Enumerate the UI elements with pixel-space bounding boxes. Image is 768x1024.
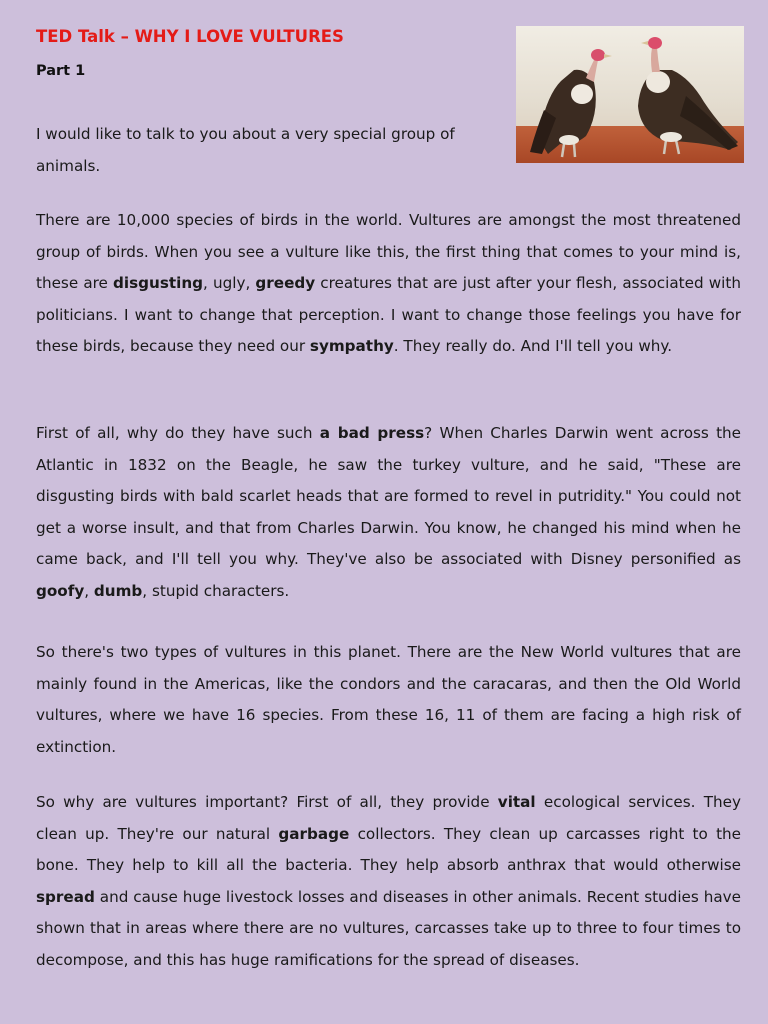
keyword-sympathy: sympathy bbox=[309, 337, 394, 355]
paragraph-4: So there's two types of vultures in this planet. There are the New World vultures that are mainly found in the Americas, like the condors and the caracaras, and then the Old World vultures, where we have 16 species. From these 16, 11 of them are facing a high risk of extinction. bbox=[36, 643, 741, 756]
document-title: TED Talk – WHY I LOVE VULTURES bbox=[36, 27, 344, 46]
keyword-bad-press: a bad press bbox=[319, 424, 425, 442]
vultures-photo bbox=[516, 26, 744, 163]
paragraph-2: There are 10,000 species of birds in the world. Vultures are amongst the most threatened group of birds. When you see a vulture like this, the first thing that comes to your mind is, these are disgusting, ugly, greedy creatures that are just after your flesh, associated with politicians. I want to change that perception. I want to change those feelings you have for these birds, because they need our sympathy. They really do. And I'll tell you why. bbox=[36, 211, 741, 355]
keyword-disgusting: disgusting bbox=[113, 274, 204, 292]
part-heading: Part 1 bbox=[36, 63, 86, 79]
keyword-garbage: garbage bbox=[278, 824, 350, 843]
keyword-spread: spread bbox=[36, 887, 95, 906]
keyword-dumb: dumb bbox=[93, 581, 143, 600]
keyword-goofy: goofy bbox=[36, 581, 85, 600]
keyword-vital: vital bbox=[497, 793, 536, 811]
keyword-greedy: greedy bbox=[255, 274, 316, 292]
paragraph-intro: I would like to talk to you about a very special group of animals. bbox=[36, 125, 455, 175]
paragraph-5: So why are vultures important? First of all, they provide vital ecological services. They clean up. They're our natural garbage collectors. They clean up carcasses right to the bone. They help to kill all the bacteria. They help absorb anthrax that would otherwise spread and cause huge livestock losses and diseases in other animals. Recent studies have shown that in areas where there are no vultures, carcasses take up to three to four times to decompose, and this has huge ramifications for the spread of diseases. bbox=[36, 793, 741, 969]
paragraph-3: First of all, why do they have such a bad press? When Charles Darwin went across the Atlantic in 1832 on the Beagle, he saw the turkey vulture, and he said, "These are disgusting birds with bald scarlet heads that are formed to revel in putridity." You could not get a worse insult, and that from Charles Darwin. You know, he changed his mind when he came back, and I'll tell you why. They've also be associated with Disney personified as goofy, dumb, stupid characters. bbox=[36, 424, 741, 600]
